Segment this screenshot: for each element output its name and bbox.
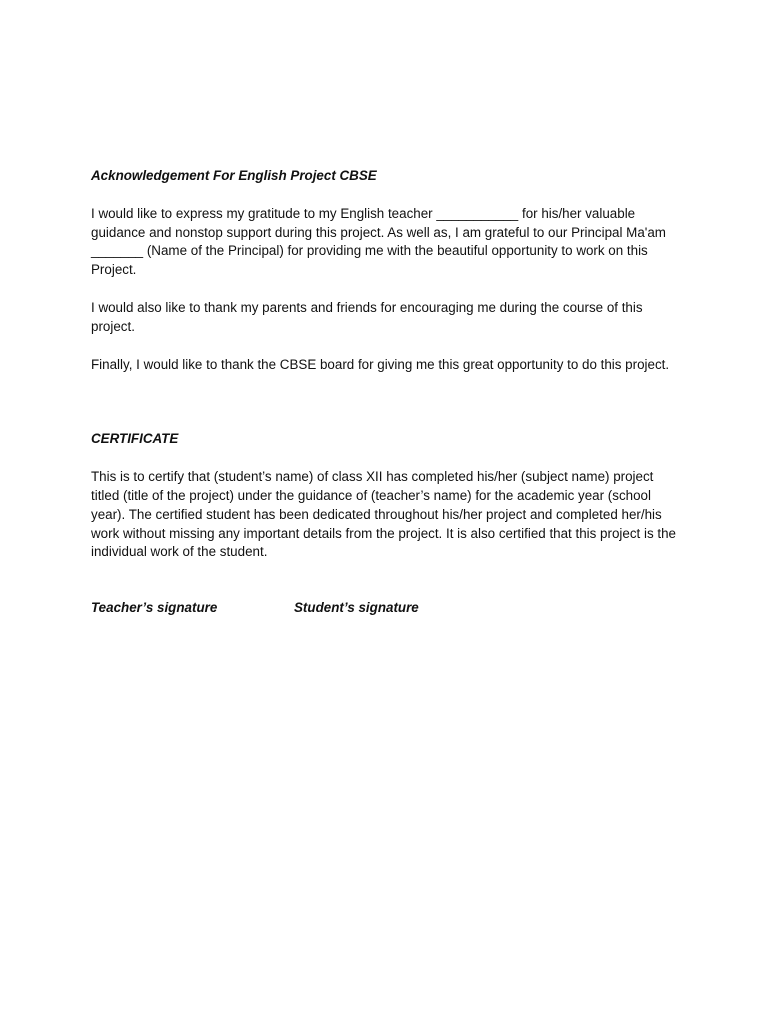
document-content	[91, 167, 681, 618]
certificate-title: CERTIFICATE	[91, 431, 179, 447]
signature-row	[91, 599, 681, 618]
certificate-body: This is to certify that (student’s name) of class XII has completed his/her (subject name) project titled (title of the project) under the guidance of (teacher’s name) for the academic year (school year). The certified student has been dedicated throughout his/her project and completed her/his work without missing any important details from the project. It is also certified that this project is the individual work of the student.	[91, 469, 676, 560]
acknowledgement-paragraph-1: I would like to express my gratitude to my English teacher ___________ for his/her valuable guidance and nonstop support during this project. As well as, I am grateful to our Principal Ma'am _______ (Name of the Principal) for providing me with the beautiful opportunity to work on this Project.	[91, 205, 666, 278]
acknowledgement-paragraph-2: I would also like to thank my parents and friends for encouraging me during the course of this project.	[91, 299, 643, 334]
student-signature-label: Student’s signature	[294, 600, 419, 616]
acknowledgement-paragraph-3: Finally, I would like to thank the CBSE board for giving me this great opportunity to do this project.	[91, 356, 670, 372]
teacher-signature-label: Teacher’s signature	[91, 600, 218, 616]
acknowledgement-title: Acknowledgement For English Project CBSE	[91, 168, 377, 183]
